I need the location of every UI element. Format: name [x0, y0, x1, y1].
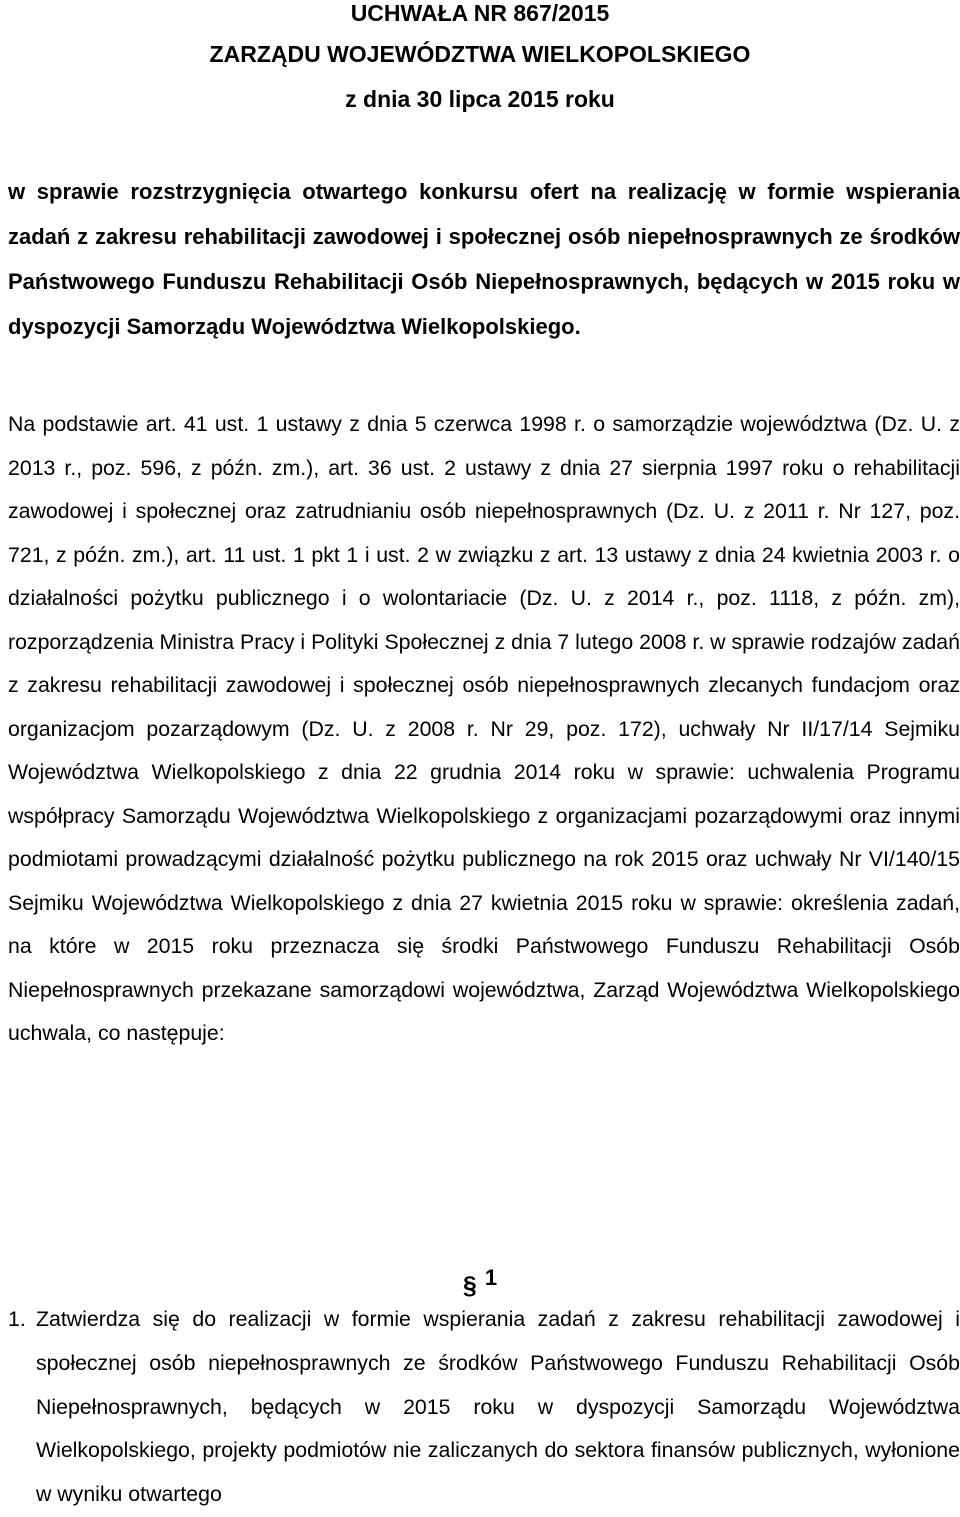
resolution-number: UCHWAŁA NR 867/2015 [350, 0, 610, 26]
section-number: 1 [484, 1265, 498, 1290]
section-symbol: § [462, 1272, 477, 1300]
clause-text: Zatwierdza się do realizacji w formie wspierania zadań z zakresu rehabilitacji zawodowej i społecznej osób niepełnosprawnych ze środków Państwowego Funduszu Rehabilitacji Osób Niepełnosprawnych, będących w 2015 roku w dyspozycji Samorządu Województwa Wielkopolskiego, projekty podmiotów nie zaliczanych do sektora finansów publicznych, wyłonione w wyniku otwartego [36, 1307, 960, 1507]
clause-number: 1. [8, 1307, 26, 1331]
clause-1 [8, 1298, 960, 1517]
resolution-subject: w sprawie rozstrzygnięcia otwartego konkursu ofert na realizację w formie wspierania zadań z zakresu rehabilitacji zawodowej i społecznej osób niepełnosprawnych ze środków Państwowego Funduszu Rehabilitacji Osób Niepełnosprawnych, będących w 2015 roku w dyspozycji Samorządu Województwa Wielkopolskiego. [8, 179, 960, 339]
section-heading [0, 1262, 960, 1300]
resolution-date: z dnia 30 lipca 2015 roku [345, 86, 615, 112]
issuing-body: ZARZĄDU WOJEWÓDZTWA WIELKOPOLSKIEGO [209, 41, 751, 67]
legal-basis-paragraph: Na podstawie art. 41 ust. 1 ustawy z dnia 5 czerwca 1998 r. o samorządzie województwa (Dz. U. z 2013 r., poz. 596, z późn. zm.), art. 36 ust. 2 ustawy z dnia 27 sierpnia 1997 roku o rehabilitacji zawodowej i społecznej oraz zatrudnianiu osób niepełnosprawnych (Dz. U. z 2011 r. Nr 127, poz. 721, z późn. zm.), art. 11 ust. 1 pkt 1 i ust. 2 w związku z art. 13 ustawy z dnia 24 kwietnia 2003 r. o działalności pożytku publicznego i o wolontariacie (Dz. U. z 2014 r., poz. 1118, z późn. zm), rozporządzenia Ministra Pracy i Polityki Społecznej z dnia 7 lutego 2008 r. w sprawie rodzajów zadań z zakresu rehabilitacji zawodowej i społecznej osób niepełnosprawnych zlecanych fundacjom oraz organizacjom pozarządowym (Dz. U. z 2008 r. Nr 29, poz. 172), uchwały Nr II/17/14 Sejmiku Województwa Wielkopolskiego z dnia 22 grudnia 2014 roku w sprawie: uchwalenia Programu współpracy Samorządu Województwa Wielkopolskiego z organizacjami pozarządowymi oraz innymi podmiotami prowadzącymi działalność pożytku publicznego na rok 2015 oraz uchwały Nr VI/140/15 Sejmiku Województwa Wielkopolskiego z dnia 27 kwietnia 2015 roku w sprawie: określenia zadań, na które w 2015 roku przeznacza się środki Państwowego Funduszu Rehabilitacji Osób Niepełnosprawnych przekazane samorządowi województwa, Zarząd Województwa Wielkopolskiego uchwala, co następuje: [8, 412, 960, 1045]
